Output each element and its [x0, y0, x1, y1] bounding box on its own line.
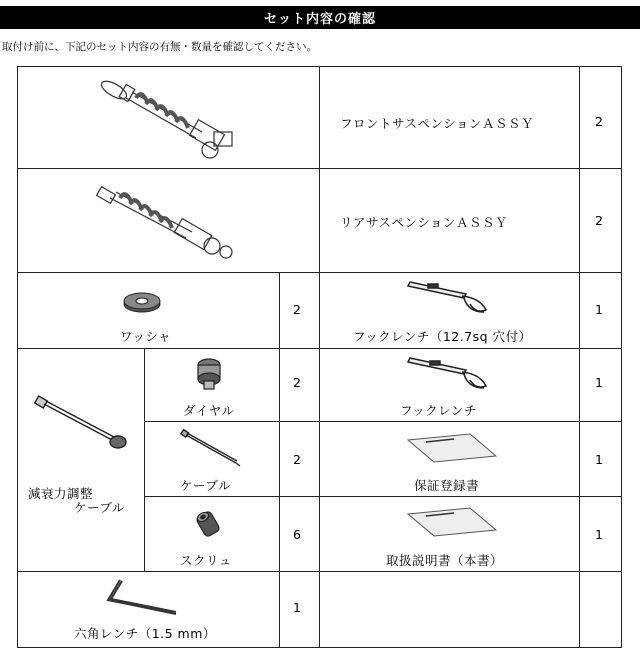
- hook-wrench-hole-qty: 1: [595, 302, 603, 317]
- col-divider: [319, 66, 320, 648]
- hex-wrench-qty: 1: [293, 600, 301, 615]
- rear-suspension-label: リアサスペンションＡＳＳＹ: [340, 215, 508, 230]
- row-divider: [144, 421, 622, 422]
- hook-wrench-icon: [404, 356, 504, 390]
- row-divider: [144, 496, 622, 497]
- dial-label: ダイヤル: [183, 403, 235, 418]
- washer-label: ワッシャ: [120, 329, 172, 344]
- document-icon: [406, 432, 498, 464]
- rear-suspension-qty: 2: [595, 213, 603, 228]
- hook-wrench-qty: 1: [595, 375, 603, 390]
- manual-label: 取扱説明書（本書）: [386, 553, 504, 568]
- hook-wrench-hole-label: フックレンチ（12.7sq 穴付）: [353, 329, 532, 344]
- section-title: [0, 6, 640, 29]
- warranty-label: 保証登録書: [414, 478, 480, 493]
- intro-text: 取付け前に、下記のセット内容の有無・数量を確認してください。: [2, 41, 317, 53]
- damping-cable-label-1: 減衰力調整: [28, 486, 94, 501]
- manual-qty: 1: [595, 527, 603, 542]
- hex-key-icon: [104, 578, 180, 618]
- col-divider: [279, 272, 280, 648]
- damping-cable-icon: [34, 396, 130, 452]
- front-suspension-label: フロントサスペンションＡＳＳＹ: [340, 116, 534, 131]
- dial-qty: 2: [293, 375, 301, 390]
- col-divider: [579, 66, 580, 648]
- cable-qty: 2: [293, 452, 301, 467]
- front-suspension-qty: 2: [595, 114, 603, 129]
- document-icon: [406, 506, 498, 538]
- screw-qty: 6: [293, 527, 301, 542]
- washer-icon: [122, 292, 162, 314]
- hook-wrench-icon: [404, 280, 504, 316]
- section-title-text: セット内容の確認: [263, 12, 376, 27]
- warranty-qty: 1: [595, 452, 603, 467]
- rear-coilover-icon: [96, 180, 238, 262]
- washer-qty: 2: [293, 302, 301, 317]
- screw-collar-icon: [194, 507, 224, 539]
- cable-icon: [180, 429, 244, 469]
- hex-wrench-label: 六角レンチ（1.5 mm）: [74, 626, 216, 641]
- damping-cable-label-2: ケーブル: [74, 500, 125, 515]
- dial-icon: [195, 357, 223, 391]
- hook-wrench-label: フックレンチ: [400, 403, 477, 418]
- col-divider: [144, 348, 145, 571]
- front-coilover-icon: [92, 76, 242, 168]
- cable-label: ケーブル: [180, 478, 231, 493]
- screw-label: スクリュ: [180, 553, 232, 568]
